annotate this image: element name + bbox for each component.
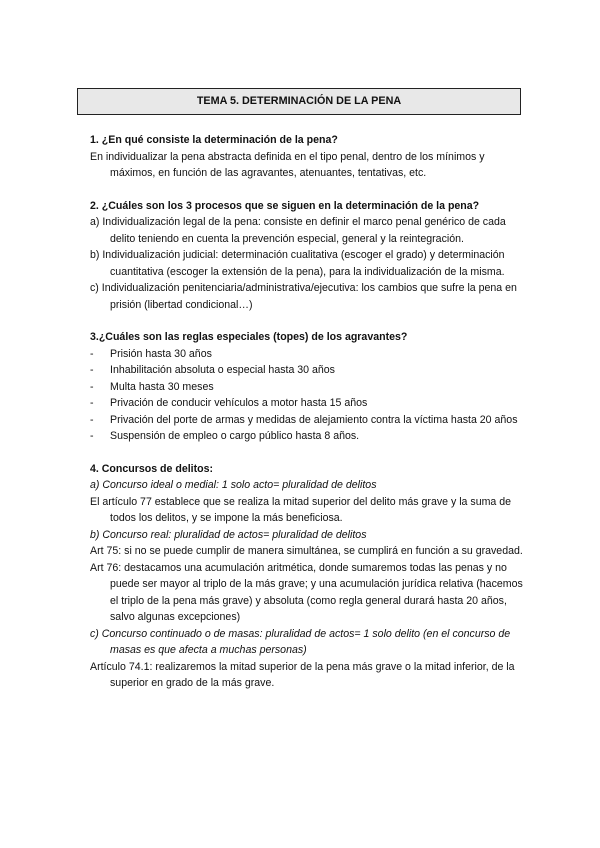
art-75-text: Art 75: si no se puede cumplir de manera simultánea, se cumplirá en función a su gravedad. (90, 545, 523, 557)
document-body (90, 132, 530, 692)
process-c: c) Individualización penitenciaria/administrativa/ejecutiva: los cambios que sufre la pena en prisión (libertad condicional…) (90, 282, 517, 311)
answer-1: En individualizar la pena abstracta definida en el tipo penal, dentro de los mínimos y máximos, en función de las agravantes, atenuantes, tentativas, etc. (90, 150, 485, 179)
art-76-text: Art 76: destacamos una acumulación aritmética, donde sumaremos todas las penas y no puede ser mayor al triplo de la más grave; y una acumulación jurídica relativa (hacemos el triplo de la pena más grave) y absoluta (como regla general durará hasta 20 años, salvo algunas excepciones) (90, 561, 523, 623)
process-a: a) Individualización legal de la pena: consiste en definir el marco penal genérico de cada delito teniendo en cuenta la prevención especial, general y la reintegración. (90, 216, 506, 245)
list-item: - Prisión hasta 30 años (90, 347, 212, 360)
page-title: TEMA 5. DETERMINACIÓN DE LA PENA (77, 88, 521, 115)
concurso-ideal-text: El artículo 77 establece que se realiza la mitad superior del delito más grave y la suma de todos los delitos, y se impone la más beneficiosa. (90, 495, 512, 524)
concurso-continuado-label: c) Concurso continuado o de masas: pluralidad de actos= 1 solo delito (en el concurso de masas es que afecta a muchas personas) (90, 627, 511, 656)
list-item: - Inhabilitación absoluta o especial hasta 30 años (90, 364, 335, 376)
art-74-text: Artículo 74.1: realizaremos la mitad superior de la pena más grave o la mitad inferior, de la superior en grado de la más grave. (90, 660, 515, 689)
concurso-ideal-label: a) Concurso ideal o medial: 1 solo acto= pluralidad de delitos (90, 479, 377, 491)
process-b: b) Individualización judicial: determinación cualitativa (escoger el grado) y determinación cuantitativa (escoger la extensión de la pena), para la individualización de la misma. (90, 249, 505, 278)
question-3: 3.¿Cuáles son las reglas especiales (topes) de los agravantes? (90, 331, 408, 343)
list-item: - Multa hasta 30 meses (90, 380, 214, 393)
limits-list (90, 346, 530, 445)
list-item: - Privación del porte de armas y medidas de alejamiento contra la víctima hasta 20 años (90, 413, 518, 426)
question-4: 4. Concursos de delitos: (90, 462, 214, 475)
list-item: - Privación de conducir vehículos a motor hasta 15 años (90, 397, 368, 409)
concurso-real-label: b) Concurso real: pluralidad de actos= pluralidad de delitos (90, 528, 367, 541)
list-item: - Suspensión de empleo o cargo público hasta 8 años. (90, 430, 360, 442)
question-1: 1. ¿En qué consiste la determinación de la pena? (90, 134, 338, 146)
question-2: 2. ¿Cuáles son los 3 procesos que se siguen en la determinación de la pena? (90, 199, 480, 212)
